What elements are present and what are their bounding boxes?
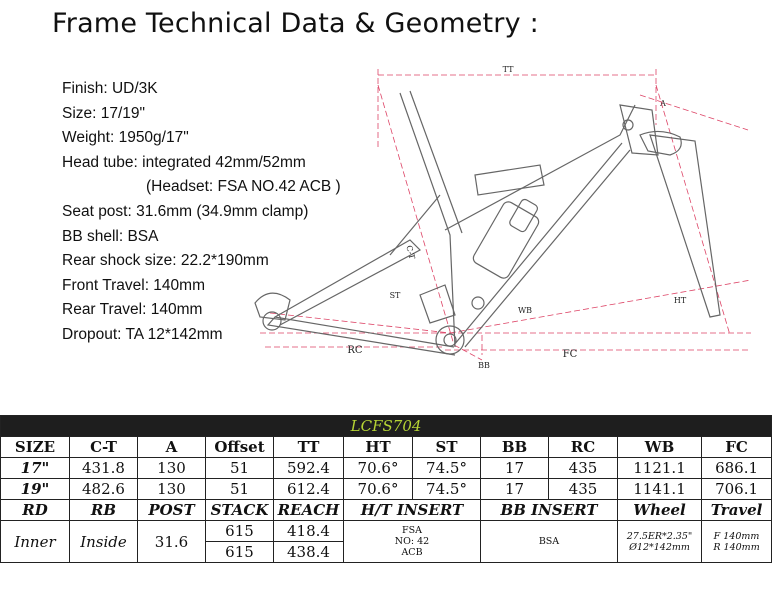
frame-geometry-drawing	[240, 55, 751, 375]
ht-insert-line: ACB	[401, 547, 423, 558]
cell-bb-insert: BSA	[481, 521, 618, 563]
cell-wheel	[618, 521, 702, 563]
table-row	[1, 479, 772, 500]
header-rb: RB	[70, 500, 138, 521]
table-row	[1, 458, 772, 479]
cell-size: 17"	[1, 458, 70, 479]
model-name: LCFS704	[1, 416, 772, 437]
label-rc: RC	[347, 345, 363, 356]
cell-tt: 592.4	[274, 458, 344, 479]
header-travel: Travel	[702, 500, 772, 521]
cell-ct: 482.6	[70, 479, 138, 500]
label-fc: FC	[562, 349, 578, 360]
header-fc: FC	[702, 437, 772, 458]
spec-seat-post: Seat post: 31.6mm (34.9mm clamp)	[62, 202, 309, 220]
spec-rear-travel: Rear Travel: 140mm	[62, 301, 203, 319]
cell-reach: 418.4	[274, 521, 344, 542]
header-stack: STACK	[206, 500, 274, 521]
cell-stack: 615	[206, 542, 274, 563]
label-wb: WB	[517, 306, 533, 315]
spec-weight: Weight: 1950g/17"	[62, 129, 189, 147]
cell-wb: 1121.1	[618, 458, 702, 479]
header-reach: REACH	[274, 500, 344, 521]
cell-bb: 17	[481, 479, 549, 500]
cell-travel	[702, 521, 772, 563]
label-tt: TT	[502, 65, 514, 74]
header-bb-insert: BB INSERT	[481, 500, 618, 521]
cell-rc: 435	[549, 479, 618, 500]
cell-post: 31.6	[138, 521, 206, 563]
cell-tt: 612.4	[274, 479, 344, 500]
header-a: A	[138, 437, 206, 458]
cell-ht: 70.6°	[344, 479, 413, 500]
cell-a: 130	[138, 479, 206, 500]
header-post: POST	[138, 500, 206, 521]
header-ht-insert: H/T INSERT	[344, 500, 481, 521]
geometry-table	[0, 415, 772, 563]
label-bb: BB	[478, 361, 490, 370]
header-rd: RD	[1, 500, 70, 521]
spec-head-tube: Head tube: integrated 42mm/52mm	[62, 153, 306, 171]
header-offset: Offset	[206, 437, 274, 458]
cell-st: 74.5°	[413, 479, 481, 500]
cell-stack: 615	[206, 521, 274, 542]
header-wb: WB	[618, 437, 702, 458]
label-st: ST	[389, 291, 401, 300]
cell-rc: 435	[549, 458, 618, 479]
wheel-size: 27.5ER*2.35"	[626, 530, 693, 542]
wheel-axle: Ø12*142mm	[629, 541, 690, 553]
cell-reach: 438.4	[274, 542, 344, 563]
ht-insert-line: NO: 42	[394, 536, 430, 547]
cell-offset: 51	[206, 479, 274, 500]
cell-ht-insert	[344, 521, 481, 563]
cell-size: 19"	[1, 479, 70, 500]
page-title: Frame Technical Data & Geometry :	[52, 8, 539, 39]
header-wheel: Wheel	[618, 500, 702, 521]
header-bb: BB	[481, 437, 549, 458]
label-ht: HT	[673, 296, 687, 305]
cell-bb: 17	[481, 458, 549, 479]
spec-headset: (Headset: FSA NO.42 ACB )	[146, 178, 341, 196]
spec-rear-shock: Rear shock size: 22.2*190mm	[62, 252, 269, 270]
cell-a: 130	[138, 458, 206, 479]
cell-st: 74.5°	[413, 458, 481, 479]
label-a: A	[660, 99, 666, 108]
spec-front-travel: Front Travel: 140mm	[62, 276, 205, 294]
cell-wb: 1141.1	[618, 479, 702, 500]
spec-dropout: Dropout: TA 12*142mm	[62, 325, 223, 343]
header-ht: HT	[344, 437, 413, 458]
header-rc: RC	[549, 437, 618, 458]
cell-rd: Inner	[1, 521, 70, 563]
cell-ht: 70.6°	[344, 458, 413, 479]
cell-rb: Inside	[70, 521, 138, 563]
header-ct: C-T	[70, 437, 138, 458]
header-st: ST	[413, 437, 481, 458]
label-ct: C-T	[404, 244, 417, 261]
spec-bb-shell: BB shell: BSA	[62, 227, 159, 245]
header-size: SIZE	[1, 437, 70, 458]
ht-insert-line: FSA	[402, 525, 422, 536]
spec-finish: Finish: UD/3K	[62, 80, 158, 97]
header-tt: TT	[274, 437, 344, 458]
cell-ct: 431.8	[70, 458, 138, 479]
travel-front: F 140mm	[713, 530, 760, 542]
spec-size: Size: 17/19"	[62, 104, 146, 122]
cell-fc: 706.1	[702, 479, 772, 500]
travel-rear: R 140mm	[713, 541, 760, 553]
cell-fc: 686.1	[702, 458, 772, 479]
cell-offset: 51	[206, 458, 274, 479]
